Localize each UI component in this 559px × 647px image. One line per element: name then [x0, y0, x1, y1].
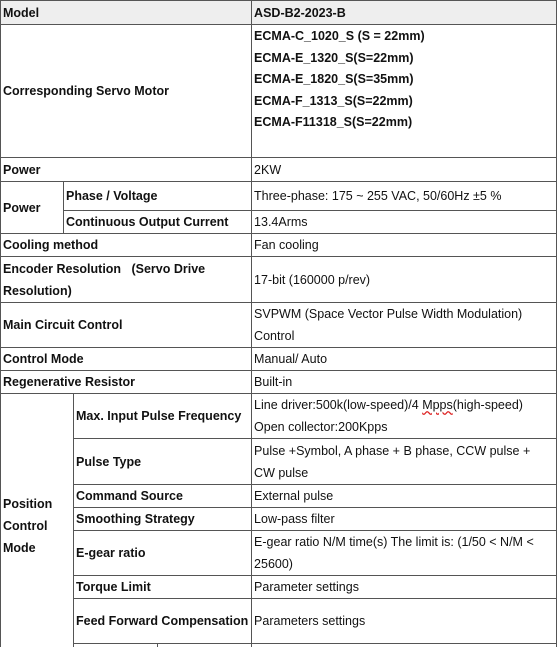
regen-value: Built-in	[252, 371, 557, 394]
position-mode-label: Position Control Mode	[1, 394, 74, 647]
table-row	[1, 257, 557, 303]
table-row	[1, 531, 557, 576]
output-current-value: 13.4Arms	[252, 211, 557, 234]
egear-label: E-gear ratio	[74, 531, 252, 576]
max-pulse-label: Max. Input Pulse Frequency	[74, 394, 252, 439]
motor-model: ECMA-C_1020_S (S = 22mm)	[254, 29, 425, 43]
max-pulse-line2: Open collector:200Kpps	[254, 420, 388, 434]
table-row	[1, 303, 557, 348]
regen-label: Regenerative Resistor	[1, 371, 252, 394]
table-row	[1, 508, 557, 531]
encoder-value: 17-bit (160000 p/rev)	[252, 257, 557, 303]
cooling-label: Cooling method	[1, 234, 252, 257]
feed-forward-value: Parameters settings	[252, 599, 557, 644]
control-mode-value: Manual/ Auto	[252, 348, 557, 371]
table-row	[1, 485, 557, 508]
motor-label: Corresponding Servo Motor	[1, 25, 252, 158]
motor-values	[252, 25, 557, 158]
model-label: Model	[1, 1, 252, 25]
table-row	[1, 234, 557, 257]
max-pulse-unit: Mpps	[422, 398, 453, 412]
power-group-label: Power	[1, 182, 64, 234]
command-source-label: Command Source	[74, 485, 252, 508]
smoothing-value: Low-pass filter	[252, 508, 557, 531]
phase-voltage-value: Three-phase: 175 ~ 255 VAC, 50/60Hz ±5 %	[252, 182, 557, 211]
power-label: Power	[1, 158, 252, 182]
table-row	[1, 1, 557, 25]
table-row	[1, 211, 557, 234]
power-value: 2KW	[252, 158, 557, 182]
main-circuit-label: Main Circuit Control	[1, 303, 252, 348]
pulse-type-value: Pulse +Symbol, A phase + B phase, CCW pulse + CW pulse	[252, 439, 557, 485]
motor-model: ECMA-F_1313_S(S=22mm)	[254, 93, 413, 108]
phase-voltage-label: Phase / Voltage	[64, 182, 252, 211]
motor-model: ECMA-E_1820_S(S=35mm)	[254, 72, 414, 86]
control-mode-label: Control Mode	[1, 348, 252, 371]
output-current-label: Continuous Output Current	[64, 211, 252, 234]
empty-cell	[252, 644, 557, 647]
empty-cell	[158, 644, 252, 647]
torque-limit-value: Parameter settings	[252, 576, 557, 599]
motor-model: ECMA-E_1320_S(S=22mm)	[254, 50, 414, 65]
smoothing-label: Smoothing Strategy	[74, 508, 252, 531]
table-row	[1, 599, 557, 644]
feed-forward-label: Feed Forward Compensation	[74, 599, 252, 644]
max-pulse-value	[252, 394, 557, 439]
table-row	[1, 394, 557, 439]
table-row	[1, 158, 557, 182]
torque-limit-label: Torque Limit	[74, 576, 252, 599]
empty-cell	[74, 644, 158, 647]
model-value: ASD-B2-2023-B	[252, 1, 557, 25]
pulse-type-label: Pulse Type	[74, 439, 252, 485]
encoder-label: Encoder Resolution (Servo Drive Resolution)	[1, 257, 252, 303]
table-row	[1, 576, 557, 599]
table-row	[1, 25, 557, 158]
table-row	[1, 439, 557, 485]
cooling-value: Fan cooling	[252, 234, 557, 257]
max-pulse-line1-pre: Line driver:500k(low-speed)/4	[254, 398, 423, 412]
table-row	[1, 644, 557, 647]
command-source-value: External pulse	[252, 485, 557, 508]
main-circuit-value: SVPWM (Space Vector Pulse Width Modulation) Control	[252, 303, 557, 348]
max-pulse-line1-post: (high-speed)	[452, 398, 523, 412]
motor-model: ECMA-F11318_S(S=22mm)	[254, 115, 413, 129]
table-row	[1, 348, 557, 371]
table-row	[1, 182, 557, 211]
table-row	[1, 371, 557, 394]
egear-value: E-gear ratio N/M time(s) The limit is: (1/50 < N/M < 25600)	[252, 531, 557, 576]
